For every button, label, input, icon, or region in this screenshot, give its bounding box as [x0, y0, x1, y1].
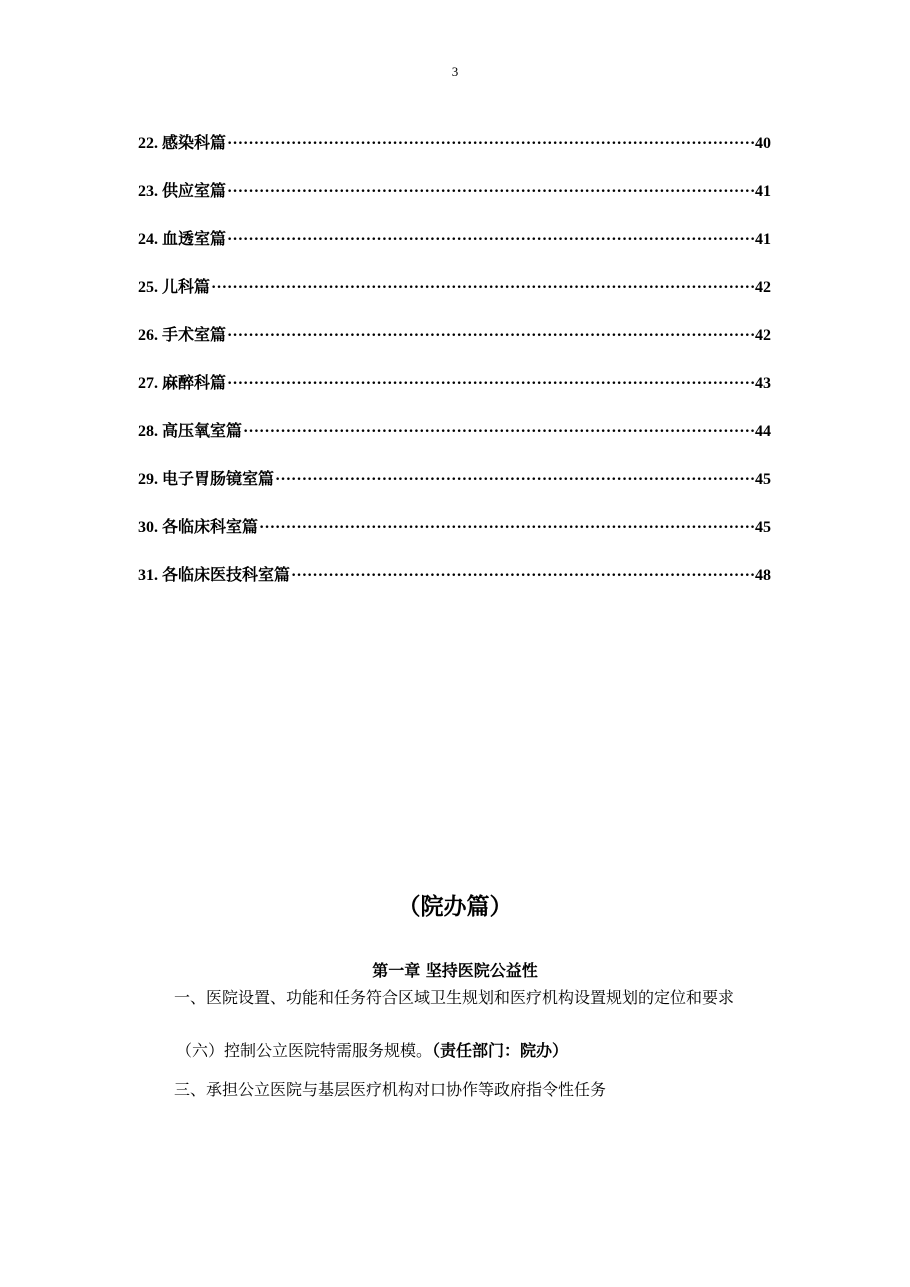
toc-entry-number: 23. [138, 183, 158, 200]
toc-entry[interactable] [138, 370, 771, 418]
toc-entry-page: 41 [755, 183, 771, 200]
toc-dot-leader [227, 135, 754, 153]
toc-dot-leader [291, 567, 754, 585]
toc-entry-page: 40 [755, 135, 771, 152]
toc-entry-page: 41 [755, 231, 771, 248]
toc-entry-title: 高压氧室篇 [162, 421, 243, 440]
toc-entry[interactable] [138, 226, 771, 274]
toc-dot-leader [227, 183, 754, 201]
toc-entry-number: 28. [138, 423, 158, 440]
toc-entry-number: 29. [138, 471, 158, 488]
toc-entry-page: 44 [755, 423, 771, 440]
toc-entry-title: 各临床科室篇 [162, 517, 259, 536]
table-of-contents [138, 130, 771, 610]
toc-entry-number: 26. [138, 327, 158, 344]
toc-entry-title: 儿科篇 [162, 277, 211, 296]
toc-entry-number: 24. [138, 231, 158, 248]
toc-entry-title: 感染科篇 [162, 133, 227, 152]
toc-entry-title: 电子胃肠镜室篇 [162, 469, 275, 488]
toc-entry[interactable] [138, 322, 771, 370]
toc-dot-leader [243, 423, 754, 441]
toc-entry-number: 22. [138, 135, 158, 152]
toc-dot-leader [227, 231, 754, 249]
toc-dot-leader [227, 327, 754, 345]
toc-entry-page: 48 [755, 567, 771, 584]
section-heading: （院办篇） [397, 894, 513, 920]
toc-entry[interactable] [138, 418, 771, 466]
responsible-department: （责任部门：院办） [432, 1041, 569, 1060]
toc-entry-page: 43 [755, 375, 771, 392]
paragraph-item-three: 三、承担公立医院与基层医疗机构对口协作等政府指令性任务 [174, 1080, 607, 1099]
paragraph-item-six-text: （六）控制公立医院特需服务规模。 [176, 1041, 433, 1060]
toc-entry[interactable] [138, 514, 771, 562]
toc-entry-title: 手术室篇 [162, 325, 227, 344]
toc-entry-title: 麻醉科篇 [162, 373, 227, 392]
toc-entry-number: 30. [138, 519, 158, 536]
toc-dot-leader [211, 279, 754, 297]
toc-entry-title: 供应室篇 [162, 181, 227, 200]
toc-dot-leader [275, 471, 754, 489]
toc-entry[interactable] [138, 562, 771, 610]
toc-entry-number: 25. [138, 279, 158, 296]
toc-entry-page: 42 [755, 327, 771, 344]
toc-entry[interactable] [138, 178, 771, 226]
chapter-heading: 第一章 坚持医院公益性 [372, 961, 538, 980]
paragraph-item-six [176, 1037, 776, 1064]
toc-entry-title: 各临床医技科室篇 [162, 565, 291, 584]
toc-entry[interactable] [138, 274, 771, 322]
paragraph-item-one: 一、医院设置、功能和任务符合区域卫生规划和医疗机构设置规划的定位和要求 [174, 988, 735, 1007]
toc-entry-page: 45 [755, 519, 771, 536]
toc-dot-leader [259, 519, 754, 537]
toc-entry-title: 血透室篇 [162, 229, 227, 248]
toc-dot-leader [227, 375, 754, 393]
page-number: 3 [451, 64, 459, 79]
toc-entry[interactable] [138, 466, 771, 514]
toc-entry-page: 42 [755, 279, 771, 296]
toc-entry[interactable] [138, 130, 771, 178]
toc-entry-number: 27. [138, 375, 158, 392]
toc-entry-page: 45 [755, 471, 771, 488]
toc-entry-number: 31. [138, 567, 158, 584]
